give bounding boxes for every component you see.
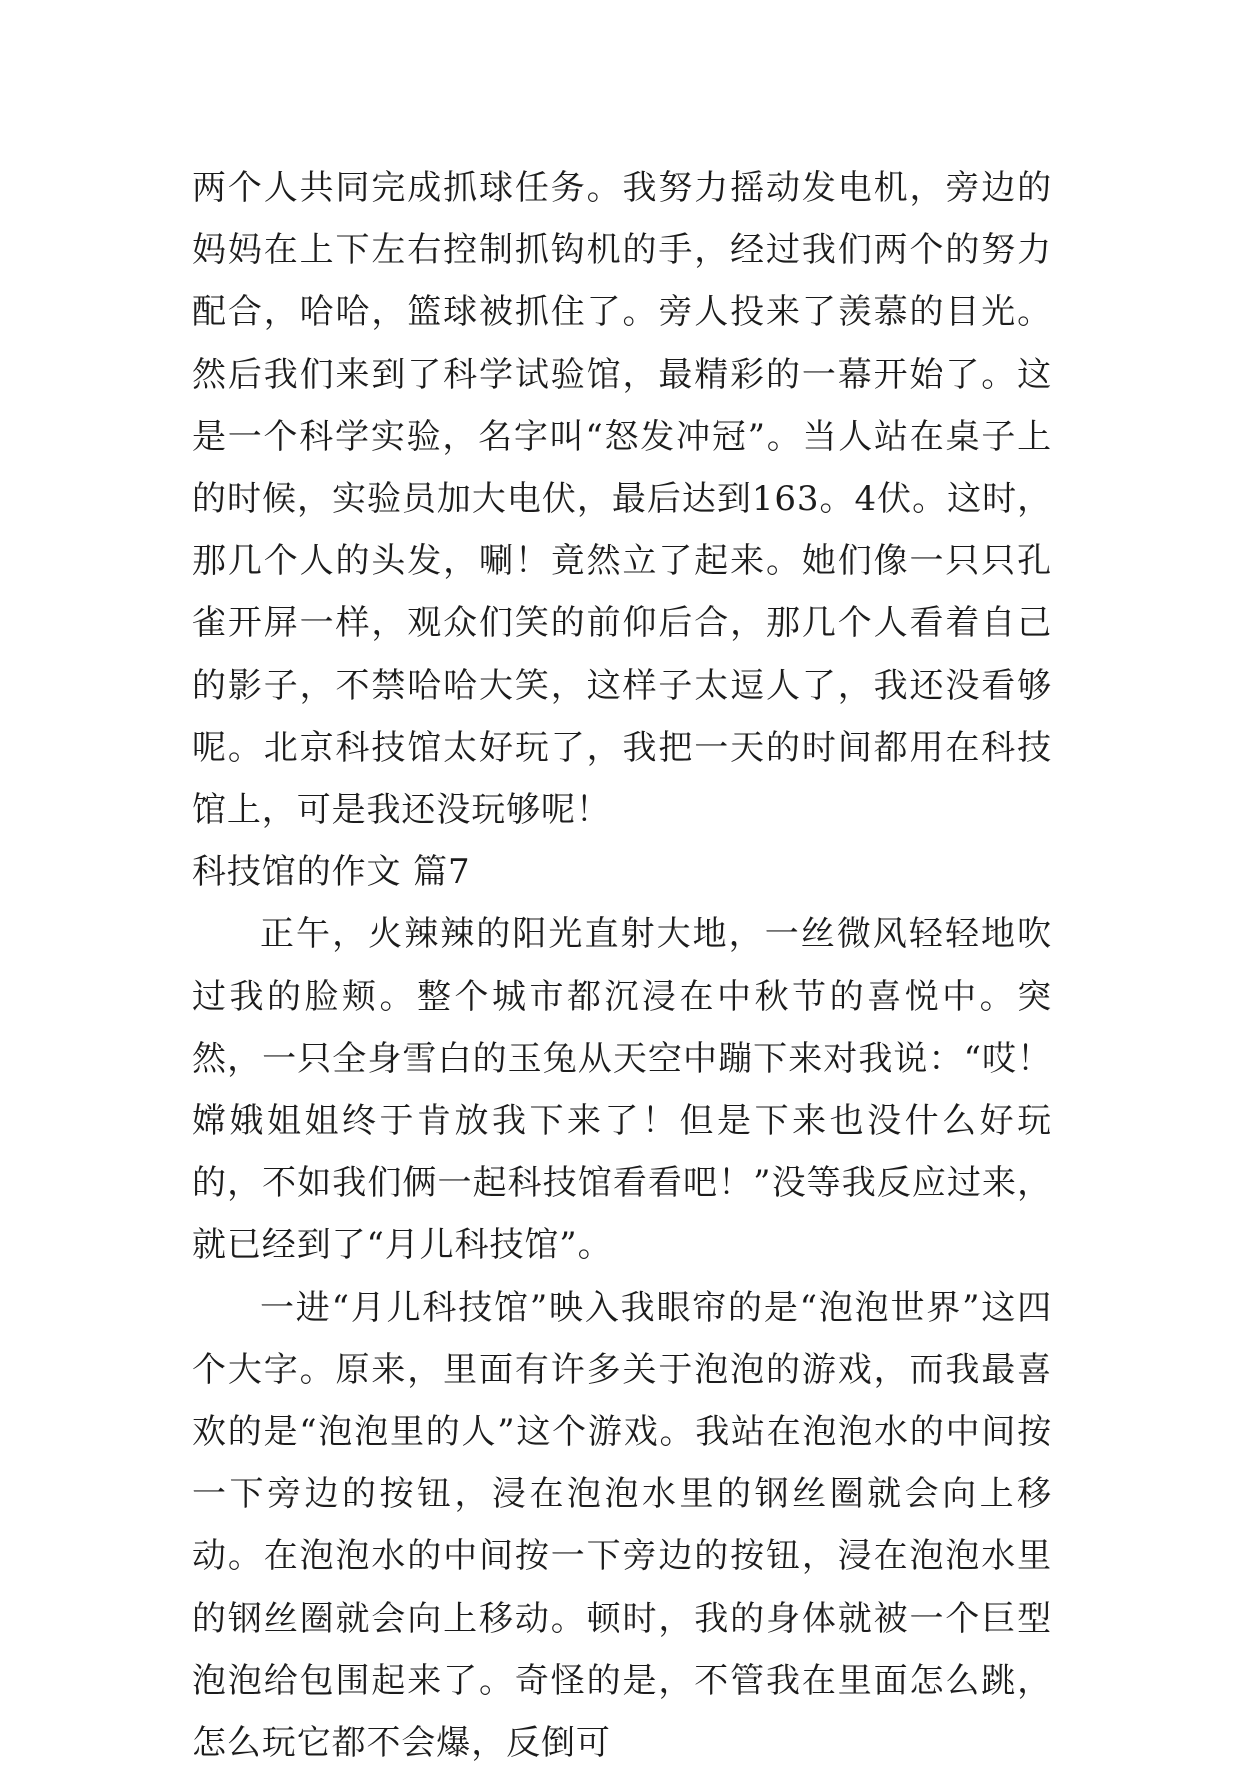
document-body (192, 157, 1052, 1774)
paragraph-continued: 两个人共同完成抓球任务。我努力摇动发电机，旁边的妈妈在上下左右控制抓钩机的手，经过我们两个的努力配合，哈哈，篮球被抓住了。旁人投来了羡慕的目光。然后我们来到了科学试验馆，最精彩的一幕开始了。这是一个科学实验，名字叫“怒发冲冠”。当人站在桌子上的时候，实验员加大电伏，最后达到163。4伏。这时，那几个人的头发，唰！竟然立了起来。她们像一只只孔雀开屏一样，观众们笑的前仰后合，那几个人看着自己的影子，不禁哈哈大笑，这样子太逗人了，我还没看够呢。北京科技馆太好玩了，我把一天的时间都用在科技馆上，可是我还没玩够呢！ (192, 168, 1052, 831)
paragraph-bubble-world: 一进“月儿科技馆”映入我眼帘的是“泡泡世界”这四个大字。原来，里面有许多关于泡泡的游戏，而我最喜欢的是“泡泡里的人”这个游戏。我站在泡泡水的中间按一下旁边的按钮，浸在泡泡水里的钢丝圈就会向上移动。在泡泡水的中间按一下旁边的按钮，浸在泡泡水里的钢丝圈就会向上移动。顿时，我的身体就被一个巨型泡泡给包围起来了。奇怪的是，不管我在里面怎么跳，怎么玩它都不会爆，反倒可 (192, 1287, 1052, 1764)
paragraph-intro: 正午，火辣辣的阳光直射大地，一丝微风轻轻地吹过我的脸颊。整个城市都沉浸在中秋节的喜悦中。突然，一只全身雪白的玉兔从天空中蹦下来对我说：“哎！嫦娥姐姐终于肯放我下来了！但是下来也没什么好玩的，不如我们俩一起科技馆看看吧！”没等我反应过来，就已经到了“月儿科技馆”。 (192, 914, 1052, 1266)
section-heading: 科技馆的作文 篇7 (192, 852, 471, 893)
